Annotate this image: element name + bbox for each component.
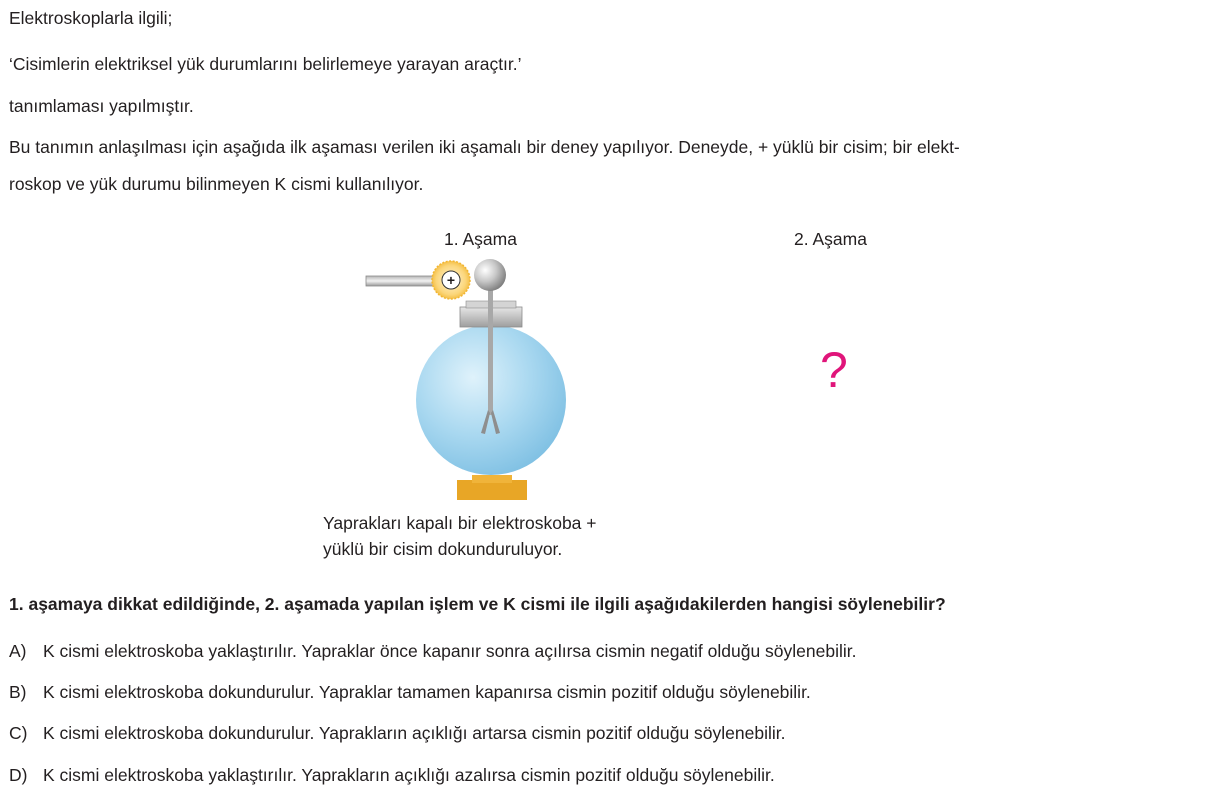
option-c-text: K cismi elektroskoba dokundurulur. Yaprakların açıklığı artarsa cismin pozitif olduğu söylenebilir. — [43, 723, 786, 743]
figure-caption — [323, 510, 597, 562]
option-a-text: K cismi elektroskoba yaklaştırılır. Yapraklar önce kapanır sonra açılırsa cismin negatif olduğu söylenebilir. — [43, 641, 857, 661]
electroscope-figure — [360, 255, 580, 505]
electroscope-knob — [474, 259, 506, 291]
option-d[interactable] — [9, 764, 775, 786]
stage-2-label: 2. Aşama — [794, 229, 867, 249]
stage-1-label: 1. Aşama — [444, 229, 517, 249]
intro-line-5: roskop ve yük durumu bilinmeyen K cismi kullanılıyor. — [9, 174, 424, 194]
option-d-text: K cismi elektroskoba yaklaştırılır. Yaprakların açıklığı azalırsa cismin pozitif olduğu söylenebilir. — [43, 765, 775, 785]
option-a-letter: A) — [9, 641, 27, 661]
intro-line-1: Elektroskoplarla ilgili; — [9, 8, 173, 28]
plus-charge-icon: + — [446, 272, 456, 288]
caption-line-2: yüklü bir cisim dokunduruluyor. — [323, 539, 563, 559]
question-text: 1. aşamaya dikkat edildiğinde, 2. aşamada yapılan işlem ve K cismi ile ilgili aşağıdakilerden hangisi söylenebilir? — [9, 594, 946, 614]
electroscope-rod — [488, 285, 493, 415]
option-b-text: K cismi elektroskoba dokundurulur. Yapraklar tamamen kapanırsa cismin pozitif olduğu söylenebilir. — [43, 682, 811, 702]
option-d-letter: D) — [9, 765, 28, 785]
option-b[interactable] — [9, 681, 811, 703]
option-c-letter: C) — [9, 723, 28, 743]
unknown-stage-question-mark: ? — [820, 342, 848, 398]
option-a[interactable] — [9, 640, 857, 662]
caption-line-1: Yaprakları kapalı bir elektroskoba + — [323, 513, 597, 533]
option-c[interactable] — [9, 722, 786, 744]
intro-line-3: tanımlaması yapılmıştır. — [9, 96, 194, 116]
intro-line-2: ‘Cisimlerin elektriksel yük durumlarını belirlemeye yarayan araçtır.’ — [9, 54, 522, 74]
insulating-rod — [366, 276, 438, 286]
option-b-letter: B) — [9, 682, 27, 702]
intro-line-4: Bu tanımın anlaşılması için aşağıda ilk aşaması verilen iki aşamalı bir deney yapılıyor. Deneyde, + yüklü bir cisim; bir elekt- — [9, 137, 960, 157]
